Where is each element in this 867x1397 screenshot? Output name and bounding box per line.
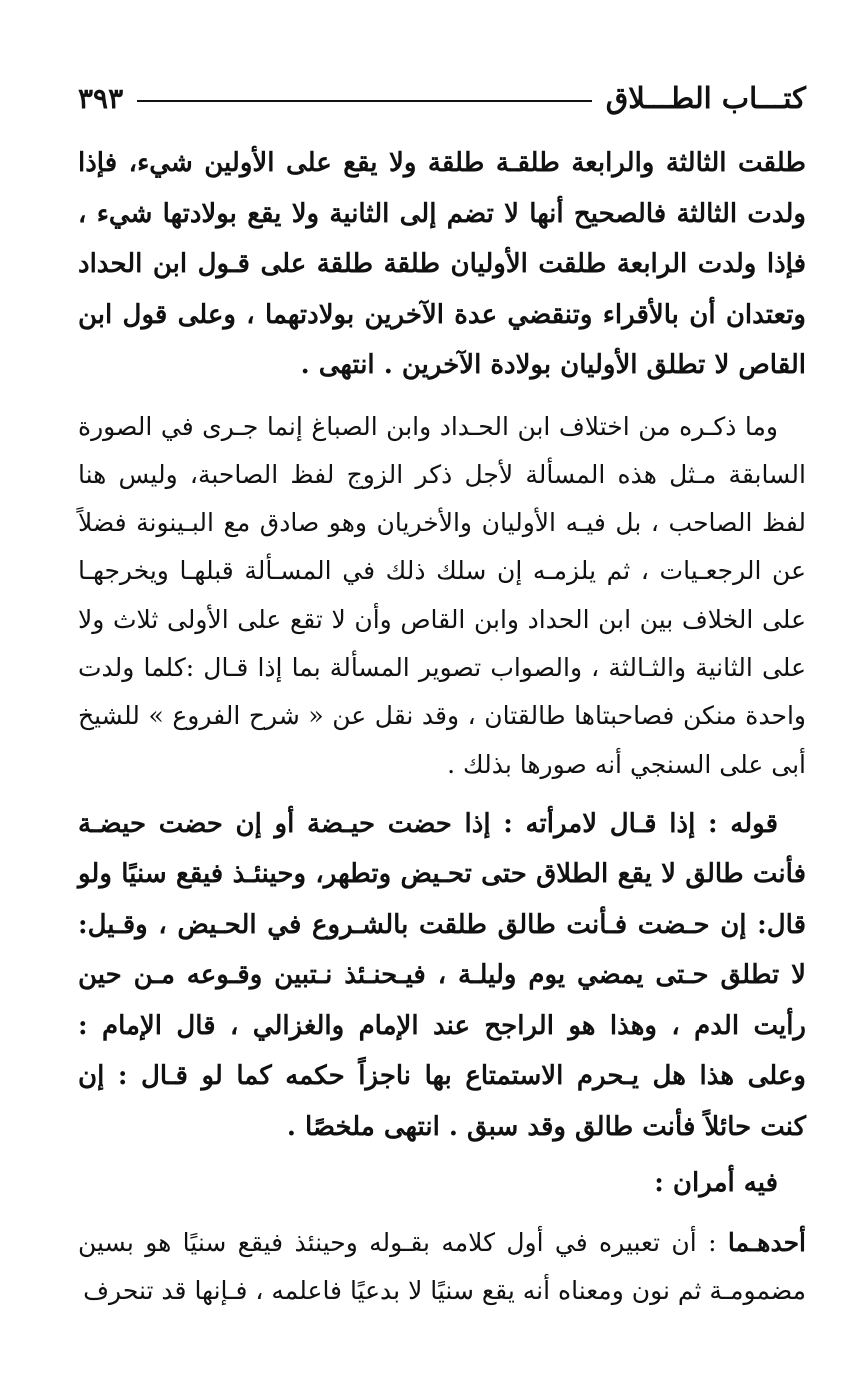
paragraph-2: وما ذكـره من اختلاف ابن الحـداد وابن الصباغ إنما جـرى في الصورة السابقة مـثل هذه المسألة لأجل ذكر الزوج لفظ الصاحبة، وليس هنا لفظ الصاحب ، بل فيـه الأوليان والأخريان وهو صادق مع البـينونة فضلاً عن الرجعـيات ، ثم يلزمـه إن سلك ذلك في المسـألة قبلهـا ويخرجهـا على الخلاف بين ابن الحداد وابن القاص وأن لا تقع على الأولى ثلاث ولا على الثانية والثـالثة ، والصواب تصوير المسألة بما إذا قـال :كلما ولدت واحدة منكن فصاحبتاها طالقتان ، وقد نقل عن « شرح الفروع » للشيخ أبى على السنجي أنه صورها بذلك .	[78, 411, 806, 779]
header-rule	[137, 100, 592, 102]
running-header	[78, 78, 806, 118]
paragraph-1: طلقت الثالثة والرابعة طلقـة طلقة ولا يقع على الأولين شيء، فإذا ولدت الثالثة فالصحيح أنها لا تضم إلى الثانية ولا يقع بولادتها شيء ، فإذا ولدت الرابعة طلقت الأوليان طلقة طلقة على قـول ابن الحداد وتعتدان أن بالأقراء وتنقضي عدة الآخرين بولادتهما ، وعلى قول ابن القاص لا تطلق الأوليان بولادة الآخرين . انتهى .	[78, 148, 806, 380]
paragraph-4: فيه أمران :	[654, 1168, 778, 1199]
page-number: ٣٩٣	[78, 81, 124, 115]
body-text	[78, 138, 806, 1315]
paragraph-5	[78, 1219, 806, 1316]
paragraph-5-lead: أحدهـما	[727, 1227, 806, 1257]
paragraph-3: قوله : إذا قـال لامرأته : إذا حضت حيـضة أو إن حضت حيضـة فأنت طالق لا يقع الطلاق حتى تحـيض وتطهر، وحينئـذ فيقع سنيًا ولو قال: إن حـضت فـأنت طالق طلقت بالشـروع في الحـيض ، وقـيل: لا تطلق حـتى يمضي يوم وليلـة ، فيـحنـئذ نـتبين وقـوعه مـن حين رأيت الدم ، وهذا هو الراجح عند الإمام والغزالي ، قال الإمام : وعلى هذا هل يـحرم الاستمتاع بها ناجزاً حكمه كما لو قـال : إن كنت حائلاً فأنت طالق وقد سبق . انتهى ملخصًا .	[78, 808, 806, 1142]
paragraph-5-text: : أن تعبيره في أول كلامه بقـوله وحينئذ فيقع سنيًا هو بسين مضمومـة ثم نون ومعناه أنه يقع سنيًا لا بدعيًا فاعلمه ، فـإنها قد تنحرف	[78, 1227, 806, 1306]
chapter-title: كتـــاب الطـــلاق	[605, 81, 806, 115]
